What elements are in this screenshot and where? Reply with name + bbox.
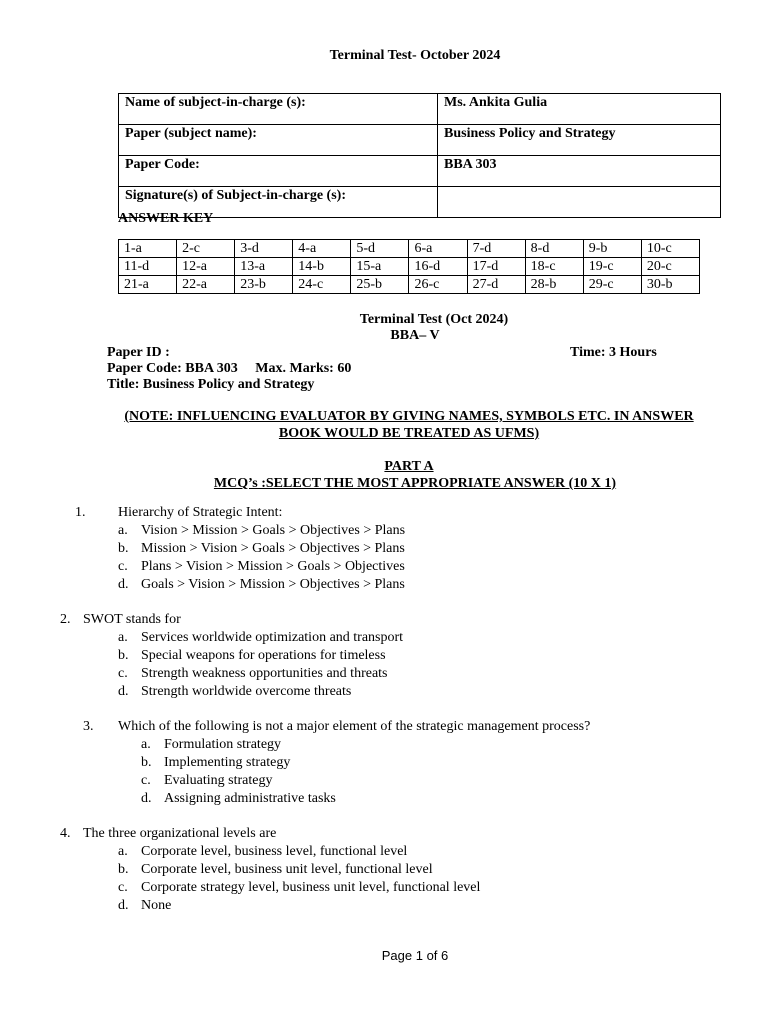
list-item — [118, 558, 405, 576]
table-row — [119, 125, 721, 156]
table-row — [119, 240, 700, 258]
option-label: c. — [118, 666, 128, 681]
mcq-heading: MCQ’s :SELECT THE MOST APPROPRIATE ANSWER (10 X 1) — [213, 476, 617, 491]
option-label: a. — [118, 523, 128, 538]
option-text: Evaluating strategy — [164, 773, 273, 788]
option-label: c. — [141, 773, 151, 788]
answer-cell: 4-a — [293, 240, 351, 258]
option-label: a. — [118, 630, 128, 645]
option-text: Vision > Mission > Goals > Objectives > Plans — [141, 523, 406, 538]
answer-cell: 30-b — [641, 276, 699, 294]
answer-cell: 18-c — [525, 258, 583, 276]
answer-cell: 22-a — [177, 276, 235, 294]
question-text: SWOT stands for — [83, 612, 181, 627]
table-row — [119, 276, 700, 294]
list-item — [118, 522, 406, 540]
option-label: a. — [118, 844, 128, 859]
option-text: Mission > Vision > Goals > Objectives > Plans — [141, 541, 405, 556]
answer-key-table — [118, 239, 700, 294]
answer-cell: 10-c — [641, 240, 699, 258]
page-number: Page 1 of 6 — [381, 948, 449, 963]
list-item — [118, 540, 405, 558]
option-label: b. — [141, 755, 152, 770]
list-item — [141, 790, 336, 808]
info-value: Business Policy and Strategy — [438, 125, 721, 156]
answer-cell: 23-b — [235, 276, 293, 294]
answer-cell: 12-a — [177, 258, 235, 276]
answer-cell: 21-a — [119, 276, 177, 294]
info-value: BBA 303 — [438, 156, 721, 187]
ufm-note-line2: BOOK WOULD BE TREATED AS UFMS) — [278, 426, 540, 441]
answer-cell: 20-c — [641, 258, 699, 276]
info-value: Ms. Ankita Gulia — [438, 94, 721, 125]
option-text: Formulation strategy — [164, 737, 282, 752]
list-item — [141, 736, 336, 754]
option-list — [118, 522, 406, 594]
option-label: b. — [118, 648, 129, 663]
option-text: Strength worldwide overcome threats — [141, 684, 352, 699]
answer-cell: 9-b — [583, 240, 641, 258]
table-row — [119, 258, 700, 276]
table-row — [119, 94, 721, 125]
answer-cell: 26-c — [409, 276, 467, 294]
option-text: Services worldwide optimization and transport — [141, 630, 404, 645]
answer-cell: 24-c — [293, 276, 351, 294]
option-text: Assigning administrative tasks — [164, 791, 336, 806]
part-heading: PART A — [384, 459, 434, 474]
question-number: 3. — [83, 719, 94, 734]
answer-cell: 5-d — [351, 240, 409, 258]
answer-cell: 3-d — [235, 240, 293, 258]
ufm-note-line1: (NOTE: INFLUENCING EVALUATOR BY GIVING NAMES, SYMBOLS ETC. IN ANSWER — [124, 409, 694, 424]
table-row — [119, 156, 721, 187]
answer-cell: 8-d — [525, 240, 583, 258]
info-label: Paper (subject name): — [119, 125, 438, 156]
option-label: d. — [118, 898, 129, 913]
list-item — [118, 843, 480, 861]
document-title: Terminal Test- October 2024 — [329, 48, 501, 63]
option-text: Goals > Vision > Mission > Objectives > Plans — [141, 577, 405, 592]
answer-cell: 16-d — [409, 258, 467, 276]
paper-subject-title: Title: Business Policy and Strategy — [107, 377, 315, 392]
answer-cell: 1-a — [119, 240, 177, 258]
option-text: Strength weakness opportunities and threats — [141, 666, 388, 681]
option-text: Corporate level, business unit level, functional level — [141, 862, 433, 877]
answer-cell: 13-a — [235, 258, 293, 276]
answer-cell: 15-a — [351, 258, 409, 276]
list-item — [118, 647, 403, 665]
list-item — [118, 629, 404, 647]
info-label: Paper Code: — [119, 156, 438, 187]
answer-cell: 19-c — [583, 258, 641, 276]
question-number: 1. — [75, 505, 86, 520]
answer-cell: 29-c — [583, 276, 641, 294]
option-label: b. — [118, 541, 129, 556]
option-label: c. — [118, 880, 128, 895]
option-text: Plans > Vision > Mission > Goals > Objectives — [141, 559, 405, 574]
exam-time: Time: 3 Hours — [570, 345, 657, 360]
option-label: d. — [118, 577, 129, 592]
list-item — [118, 665, 403, 683]
option-label: c. — [118, 559, 128, 574]
option-list — [141, 736, 336, 808]
answer-cell: 2-c — [177, 240, 235, 258]
option-text: Implementing strategy — [164, 755, 291, 770]
answer-cell: 28-b — [525, 276, 583, 294]
list-item — [141, 754, 336, 772]
option-text: None — [141, 898, 172, 913]
list-item — [118, 683, 403, 701]
list-item — [118, 897, 480, 915]
option-list — [118, 843, 481, 915]
option-label: d. — [141, 791, 152, 806]
signature-field — [438, 187, 721, 218]
info-label: Name of subject-in-charge (s): — [119, 94, 438, 125]
list-item — [118, 879, 481, 897]
exam-class: BBA– V — [390, 328, 440, 343]
list-item — [118, 576, 405, 594]
option-text: Special weapons for operations for timeless — [141, 648, 386, 663]
paper-id: Paper ID : — [107, 345, 170, 360]
info-label: Signature(s) of Subject-in-charge (s): — [119, 187, 438, 218]
question-number: 4. — [60, 826, 71, 841]
list-item — [118, 861, 480, 879]
option-list — [118, 629, 404, 701]
question-text: Hierarchy of Strategic Intent: — [118, 505, 283, 520]
answer-cell: 25-b — [351, 276, 409, 294]
answer-cell: 7-d — [467, 240, 525, 258]
question-text: Which of the following is not a major element of the strategic management process? — [118, 719, 591, 734]
answer-cell: 11-d — [119, 258, 177, 276]
answer-cell: 17-d — [467, 258, 525, 276]
option-text: Corporate level, business level, functional level — [141, 844, 408, 859]
list-item — [141, 772, 336, 790]
answer-key-heading: ANSWER KEY — [118, 211, 214, 226]
question-number: 2. — [60, 612, 71, 627]
answer-cell: 14-b — [293, 258, 351, 276]
option-text: Corporate strategy level, business unit level, functional level — [141, 880, 481, 895]
subject-info-table — [118, 93, 721, 218]
answer-cell: 27-d — [467, 276, 525, 294]
question-text: The three organizational levels are — [83, 826, 277, 841]
option-label: b. — [118, 862, 129, 877]
paper-code-marks: Paper Code: BBA 303 Max. Marks: 60 — [107, 361, 352, 376]
option-label: a. — [141, 737, 151, 752]
exam-title: Terminal Test (Oct 2024) — [359, 312, 509, 327]
option-label: d. — [118, 684, 129, 699]
answer-cell: 6-a — [409, 240, 467, 258]
